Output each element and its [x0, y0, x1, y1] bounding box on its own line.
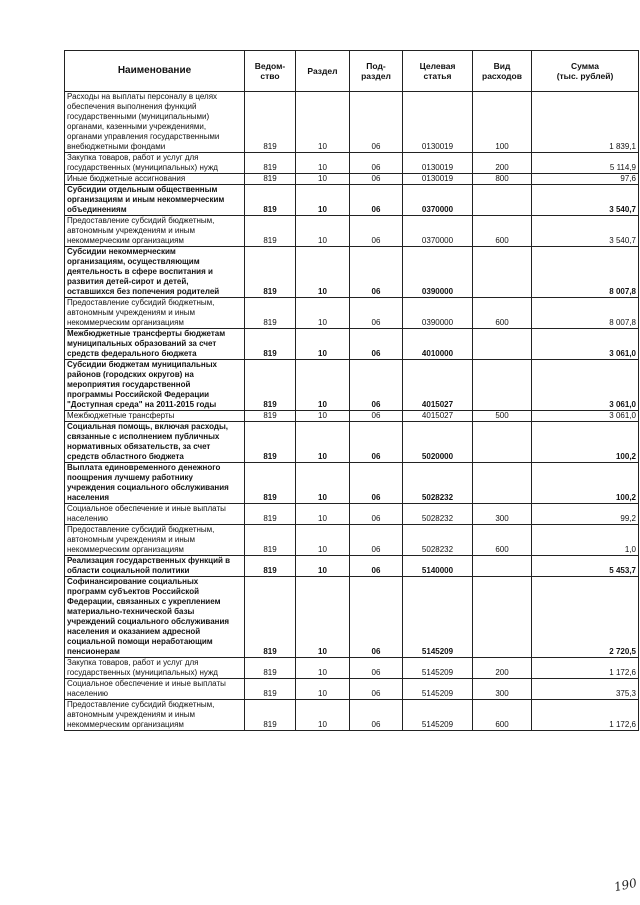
table-row [65, 216, 639, 247]
cell-type: 600 [473, 216, 532, 247]
cell-target: 0130019 [403, 92, 473, 153]
table-row [65, 577, 639, 658]
cell-type [473, 360, 532, 411]
cell-target: 0390000 [403, 247, 473, 298]
cell-subsection: 06 [350, 556, 403, 577]
cell-section: 10 [296, 411, 350, 422]
cell-type: 600 [473, 298, 532, 329]
cell-dept: 819 [245, 504, 296, 525]
cell-target: 5140000 [403, 556, 473, 577]
table-row [65, 700, 639, 731]
cell-target: 0370000 [403, 185, 473, 216]
cell-sum: 3 061,0 [532, 411, 639, 422]
cell-type [473, 463, 532, 504]
table-row [65, 556, 639, 577]
cell-type [473, 329, 532, 360]
cell-subsection: 06 [350, 216, 403, 247]
cell-type: 600 [473, 700, 532, 731]
cell-dept: 819 [245, 329, 296, 360]
cell-target: 5145209 [403, 700, 473, 731]
cell-section: 10 [296, 360, 350, 411]
header-target: Целевая статья [403, 51, 473, 92]
cell-subsection: 06 [350, 185, 403, 216]
cell-section: 10 [296, 679, 350, 700]
cell-name: Софинансирование социальных программ субъектов Российской Федерации, связанных с укреплением материально-технической базы учреждений социального обслуживания населения и оказанием адресной социальной помощи неработающим пенсионерам [65, 577, 245, 658]
cell-dept: 819 [245, 153, 296, 174]
cell-sum: 97,6 [532, 174, 639, 185]
cell-target: 0130019 [403, 153, 473, 174]
cell-section: 10 [296, 174, 350, 185]
cell-name: Иные бюджетные ассигнования [65, 174, 245, 185]
cell-sum: 2 720,5 [532, 577, 639, 658]
table-row [65, 185, 639, 216]
cell-name: Субсидии отдельным общественным организациям и иным некоммерческим объединениям [65, 185, 245, 216]
cell-subsection: 06 [350, 411, 403, 422]
cell-section: 10 [296, 525, 350, 556]
cell-name: Предоставление субсидий бюджетным, автономным учреждениям и иным некоммерческим организациям [65, 298, 245, 329]
cell-section: 10 [296, 247, 350, 298]
cell-target: 0370000 [403, 216, 473, 247]
header-section: Раздел [296, 51, 350, 92]
cell-name: Предоставление субсидий бюджетным, автономным учреждениям и иным некоммерческим организациям [65, 525, 245, 556]
cell-dept: 819 [245, 463, 296, 504]
budget-table [64, 50, 639, 731]
cell-sum: 375,3 [532, 679, 639, 700]
table-row [65, 504, 639, 525]
table-row [65, 92, 639, 153]
cell-name: Субсидии бюджетам муниципальных районов (городских округов) на мероприятия государственной программы Российской Федерации "Доступная среда" на 2011-2015 годы [65, 360, 245, 411]
cell-target: 5145209 [403, 577, 473, 658]
cell-section: 10 [296, 577, 350, 658]
cell-section: 10 [296, 504, 350, 525]
table-row [65, 463, 639, 504]
cell-subsection: 06 [350, 463, 403, 504]
table-row [65, 658, 639, 679]
cell-type [473, 422, 532, 463]
cell-target: 5028232 [403, 463, 473, 504]
cell-sum: 3 061,0 [532, 329, 639, 360]
cell-dept: 819 [245, 525, 296, 556]
cell-subsection: 06 [350, 153, 403, 174]
table-row [65, 298, 639, 329]
cell-subsection: 06 [350, 92, 403, 153]
cell-section: 10 [296, 700, 350, 731]
cell-name: Расходы на выплаты персоналу в целях обеспечения выполнения функций государственными (муниципальными) органами, казенными учреждениями, органами управления государственными внебюджетными фондами [65, 92, 245, 153]
cell-type: 300 [473, 679, 532, 700]
cell-sum: 100,2 [532, 422, 639, 463]
cell-target: 4010000 [403, 329, 473, 360]
cell-sum: 100,2 [532, 463, 639, 504]
cell-section: 10 [296, 153, 350, 174]
cell-sum: 99,2 [532, 504, 639, 525]
cell-subsection: 06 [350, 247, 403, 298]
cell-subsection: 06 [350, 174, 403, 185]
cell-sum: 3 540,7 [532, 216, 639, 247]
cell-dept: 819 [245, 360, 296, 411]
cell-name: Межбюджетные трансферты [65, 411, 245, 422]
cell-type: 800 [473, 174, 532, 185]
cell-dept: 819 [245, 92, 296, 153]
cell-type: 500 [473, 411, 532, 422]
cell-subsection: 06 [350, 422, 403, 463]
cell-section: 10 [296, 92, 350, 153]
cell-sum: 1 839,1 [532, 92, 639, 153]
cell-name: Предоставление субсидий бюджетным, автономным учреждениям и иным некоммерческим организациям [65, 700, 245, 731]
cell-type [473, 185, 532, 216]
cell-subsection: 06 [350, 700, 403, 731]
cell-section: 10 [296, 329, 350, 360]
cell-section: 10 [296, 185, 350, 216]
cell-target: 5145209 [403, 679, 473, 700]
cell-type: 300 [473, 504, 532, 525]
table-row [65, 411, 639, 422]
cell-section: 10 [296, 658, 350, 679]
cell-target: 0130019 [403, 174, 473, 185]
cell-subsection: 06 [350, 679, 403, 700]
cell-name: Закупка товаров, работ и услуг для государственных (муниципальных) нужд [65, 153, 245, 174]
cell-dept: 819 [245, 679, 296, 700]
cell-name: Социальное обеспечение и иные выплаты населению [65, 504, 245, 525]
cell-name: Закупка товаров, работ и услуг для государственных (муниципальных) нужд [65, 658, 245, 679]
cell-target: 5145209 [403, 658, 473, 679]
cell-dept: 819 [245, 298, 296, 329]
table-header [65, 51, 639, 92]
cell-name: Предоставление субсидий бюджетным, автономным учреждениям и иным некоммерческим организациям [65, 216, 245, 247]
cell-subsection: 06 [350, 577, 403, 658]
cell-subsection: 06 [350, 504, 403, 525]
table-row [65, 247, 639, 298]
cell-name: Социальное обеспечение и иные выплаты населению [65, 679, 245, 700]
cell-sum: 1,0 [532, 525, 639, 556]
cell-type: 600 [473, 525, 532, 556]
page-number-handwritten: 190 [612, 875, 639, 895]
cell-sum: 1 172,6 [532, 658, 639, 679]
header-sum: Сумма (тыс. рублей) [532, 51, 639, 92]
cell-type [473, 247, 532, 298]
cell-target: 5028232 [403, 525, 473, 556]
table-body [65, 92, 639, 731]
cell-subsection: 06 [350, 525, 403, 556]
table-row [65, 153, 639, 174]
cell-dept: 819 [245, 556, 296, 577]
cell-dept: 819 [245, 411, 296, 422]
cell-subsection: 06 [350, 658, 403, 679]
cell-sum: 5 114,9 [532, 153, 639, 174]
cell-sum: 3 061,0 [532, 360, 639, 411]
cell-target: 5028232 [403, 504, 473, 525]
cell-dept: 819 [245, 658, 296, 679]
cell-target: 4015027 [403, 411, 473, 422]
cell-dept: 819 [245, 577, 296, 658]
table-row [65, 174, 639, 185]
cell-subsection: 06 [350, 329, 403, 360]
cell-name: Реализация государственных функций в области социальной политики [65, 556, 245, 577]
cell-dept: 819 [245, 247, 296, 298]
cell-section: 10 [296, 422, 350, 463]
cell-type: 200 [473, 658, 532, 679]
cell-dept: 819 [245, 422, 296, 463]
table-row [65, 360, 639, 411]
cell-subsection: 06 [350, 360, 403, 411]
cell-dept: 819 [245, 174, 296, 185]
cell-name: Социальная помощь, включая расходы, связанные с исполнением публичных нормативных обязательств, за счет средств областного бюджета [65, 422, 245, 463]
cell-dept: 819 [245, 700, 296, 731]
cell-type: 100 [473, 92, 532, 153]
table-row [65, 422, 639, 463]
header-subsection: Под- раздел [350, 51, 403, 92]
cell-type [473, 577, 532, 658]
table-row [65, 679, 639, 700]
cell-sum: 5 453,7 [532, 556, 639, 577]
header-dept: Ведом- ство [245, 51, 296, 92]
cell-target: 4015027 [403, 360, 473, 411]
cell-section: 10 [296, 463, 350, 504]
cell-target: 5020000 [403, 422, 473, 463]
cell-section: 10 [296, 216, 350, 247]
cell-name: Выплата единовременного денежного поощрения лучшему работнику учреждения социального обслуживания населения [65, 463, 245, 504]
header-type: Вид расходов [473, 51, 532, 92]
header-name: Наименование [65, 51, 245, 92]
cell-name: Субсидии некоммерческим организациям, осуществляющим деятельность в сфере воспитания и развития детей-сирот и детей, оставшихся без попечения родителей [65, 247, 245, 298]
table-row [65, 525, 639, 556]
cell-name: Межбюджетные трансферты бюджетам муниципальных образований за счет средств федерального бюджета [65, 329, 245, 360]
cell-target: 0390000 [403, 298, 473, 329]
cell-dept: 819 [245, 185, 296, 216]
cell-dept: 819 [245, 216, 296, 247]
cell-sum: 1 172,6 [532, 700, 639, 731]
cell-type [473, 556, 532, 577]
cell-sum: 8 007,8 [532, 247, 639, 298]
cell-sum: 3 540,7 [532, 185, 639, 216]
cell-section: 10 [296, 556, 350, 577]
cell-subsection: 06 [350, 298, 403, 329]
cell-section: 10 [296, 298, 350, 329]
cell-sum: 8 007,8 [532, 298, 639, 329]
cell-type: 200 [473, 153, 532, 174]
table-row [65, 329, 639, 360]
